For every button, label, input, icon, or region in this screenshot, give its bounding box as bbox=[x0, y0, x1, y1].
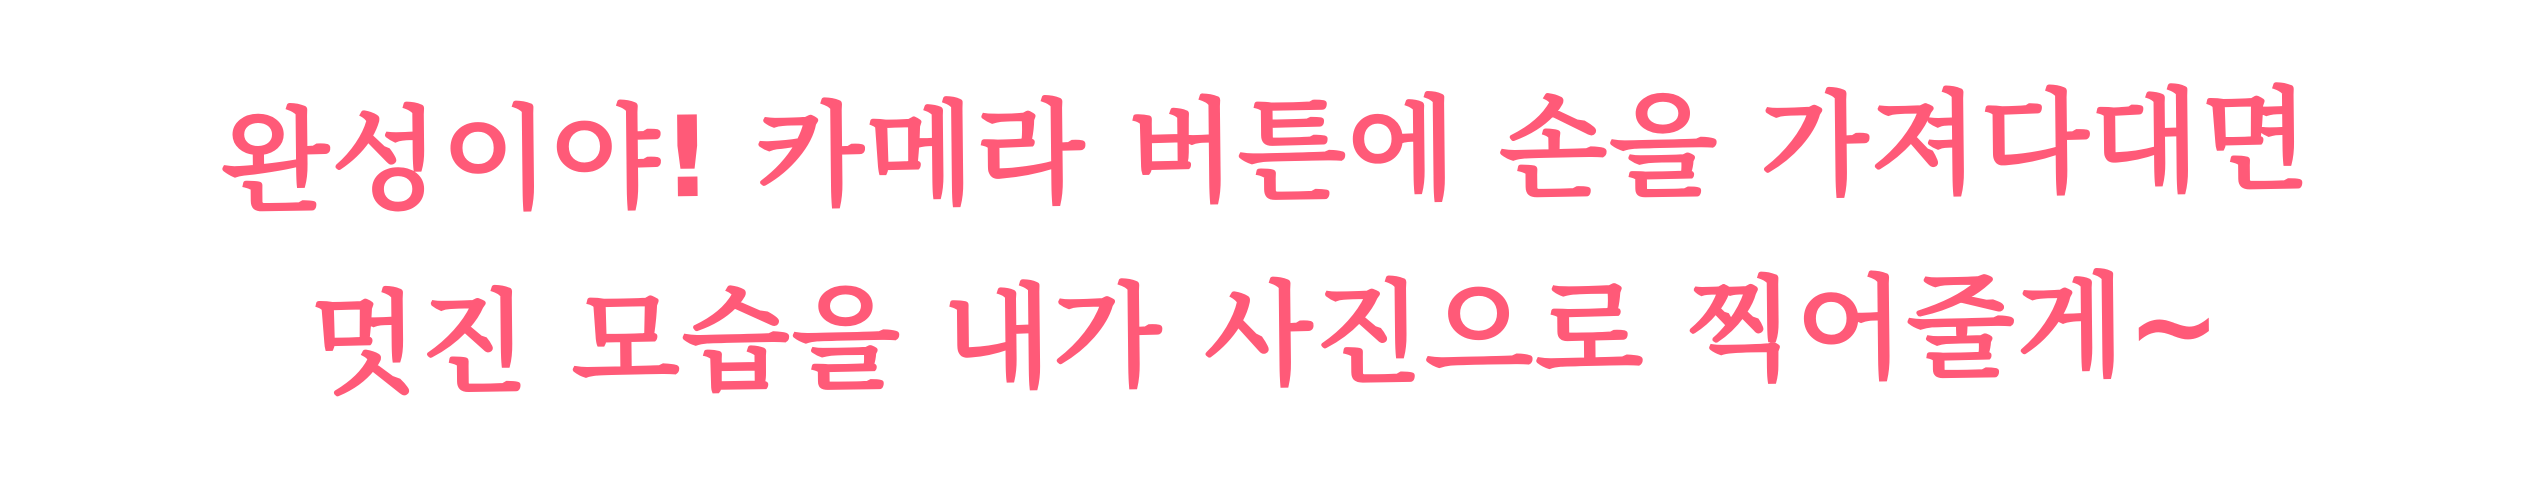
caption-line-1: 완성이야! 카메라 버튼에 손을 가져다대면 bbox=[220, 75, 2312, 228]
caption-line-2: 멋진 모습을 내가 사진으로 찍어줄게~ bbox=[309, 260, 2223, 411]
